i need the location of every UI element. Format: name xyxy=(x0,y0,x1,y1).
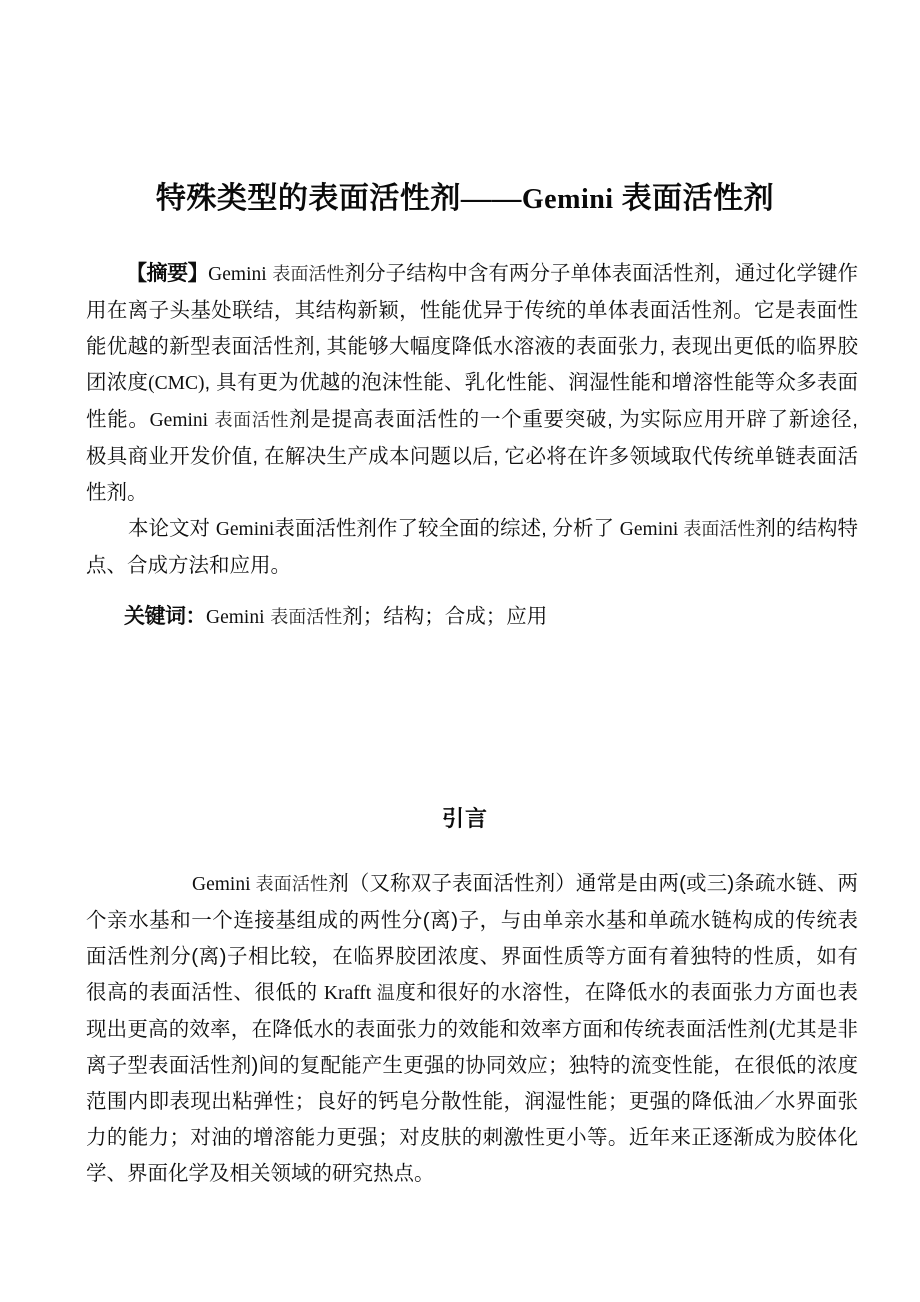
introduction-section xyxy=(86,866,858,1192)
abstract-main-2: , 具有更为优越的泡沫性能、乳化性能、润湿性能和增溶性能等众多表面性能。 xyxy=(86,371,859,431)
intro-latin-krafft: Krafft xyxy=(323,983,372,1004)
intro-main-1: 剂（又称双子表面活性剂）通常是由两(或三)条疏水链、两个亲水基和一个连接基组成的两性分(离)子，与由单亲水基和单疏水链构成的传统表面活性剂分(离)子相比较，在临界胶团浓度、界面性质等方面有着独特的性质，如有很高的表面活性、很低的 xyxy=(86,872,858,1004)
summary-main-1: 本论文对 xyxy=(128,517,216,540)
keywords-latin: Gemini xyxy=(206,607,265,628)
summary-thin-1: 表面活性 xyxy=(678,519,756,539)
abstract-paragraph xyxy=(86,256,858,511)
summary-main-3: 剂的结构特点、合成方法和应用。 xyxy=(86,517,858,577)
page-title xyxy=(85,178,845,221)
abstract-thin-1: 表面活性 xyxy=(272,264,345,284)
title-latin: Gemini xyxy=(521,184,614,216)
intro-thin-2: 温 xyxy=(371,983,396,1003)
title-chinese-tail xyxy=(614,182,622,215)
introduction-paragraph xyxy=(86,866,858,1192)
abstract-latin-cmc: (CMC) xyxy=(148,373,205,394)
keywords-line xyxy=(124,601,547,634)
abstract-section xyxy=(86,256,858,584)
title-chinese-tail-text: 表面活性剂 xyxy=(621,182,775,216)
section-heading-introduction: 引言 xyxy=(441,806,488,832)
abstract-label: 【摘要】 xyxy=(126,262,209,285)
abstract-summary-paragraph xyxy=(86,511,858,584)
summary-latin-1: Gemini xyxy=(215,519,275,540)
summary-main-2: 表面活性剂作了较全面的综述, 分析了 xyxy=(274,517,620,540)
intro-thin-1: 表面活性 xyxy=(250,874,329,894)
title-chinese-lead: 特殊类型的表面活性剂—— xyxy=(155,182,522,216)
keywords-label: 关键词： xyxy=(124,605,206,628)
intro-latin-1: Gemini xyxy=(192,874,251,895)
keywords-tail: 剂；结构；合成；应用 xyxy=(342,605,548,628)
keywords-thin: 表面活性 xyxy=(270,607,343,627)
abstract-latin-1: Gemini xyxy=(208,264,267,285)
abstract-main-3: 剂是提高表面活性的一个重要突破, 为实际应用开辟了新途径, 极具商业开发价值, 在解决生产成本问题以后, 它必将在许多领域取代传统单链表面活性剂。 xyxy=(86,408,858,504)
abstract-thin-2: 表面活性 xyxy=(214,410,290,430)
abstract-main-1: 剂分子结构中含有两分子单体表面活性剂，通过化学键作用在离子头基处联结，其结构新颖，性能优异于传统的单体表面活性剂。它是表面性能优越的新型表面活性剂, 其能够大幅度降低水溶液的表面张力, 表现出更低的临界胶团浓度 xyxy=(86,262,859,394)
summary-latin-2: Gemini xyxy=(619,519,679,540)
abstract-latin-2: Gemini xyxy=(149,410,209,431)
intro-main-2: 度和很好的水溶性，在降低水的表面张力方面也表现出更高的效率，在降低水的表面张力的效能和效率方面和传统表面活性剂(尤其是非离子型表面活性剂)间的复配能产生更强的协同效应；独特的流变性能，在很低的浓度范围内即表现出粘弹性；良好的钙皂分散性能，润湿性能；更强的降低油／水界面张力的能力；对油的增溶能力更强；对皮肤的刺激性更小等。近年来正逐渐成为胶体化学、界面化学及相关领域的研究热点。 xyxy=(86,981,859,1185)
